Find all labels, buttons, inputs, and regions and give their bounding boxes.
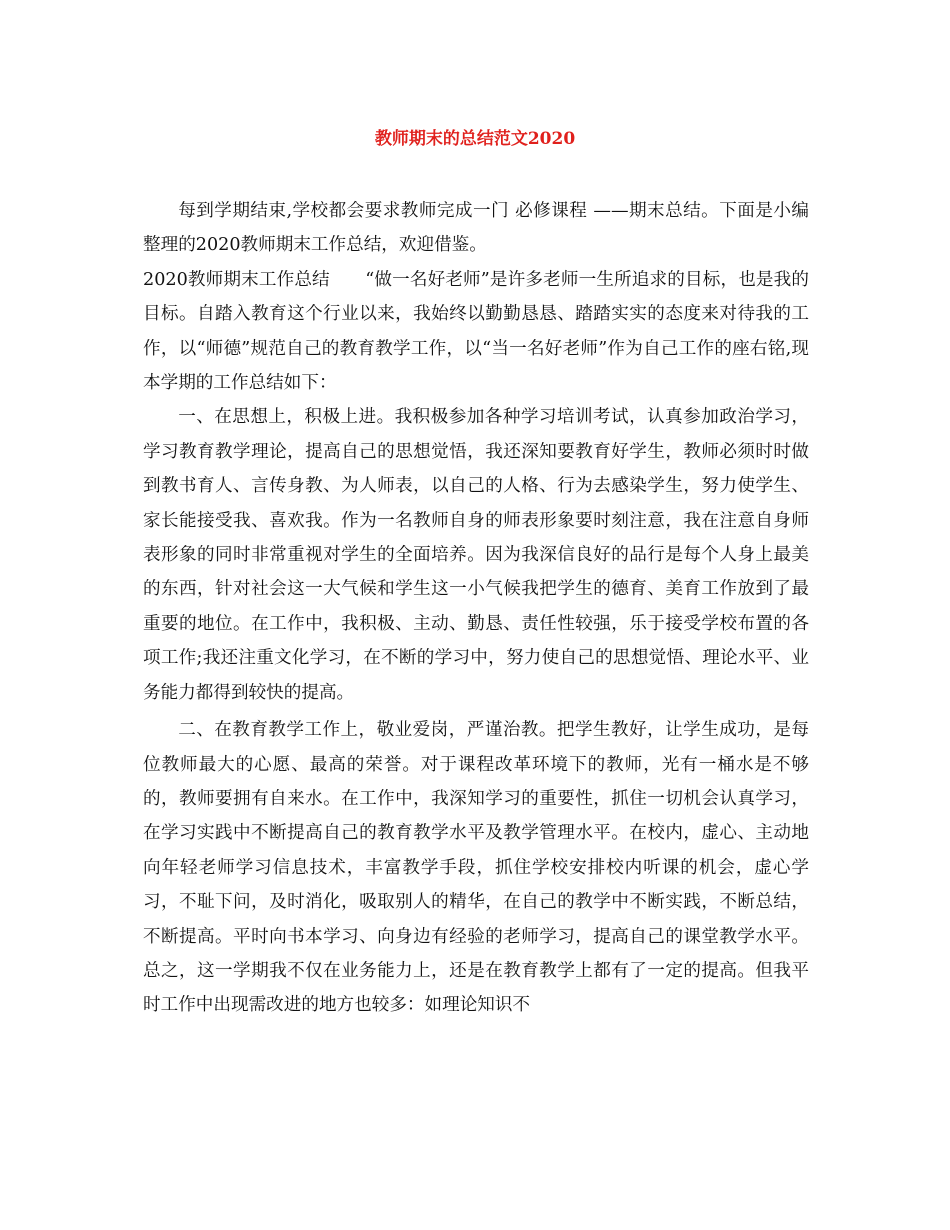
document-body	[143, 194, 809, 1023]
paragraph-intro: 每到学期结束,学校都会要求教师完成一门 必修课程 ——期末总结。下面是小编整理的2020教师期末工作总结，欢迎借鉴。	[143, 201, 809, 256]
paragraph-summary-heading: 2020教师期末工作总结 “做一名好老师”是许多老师一生所追求的目标，也是我的目标。自踏入教育这个行业以来，我始终以勤勤恳恳、踏踏实实的态度来对待我的工作，以“师德”规范自己的教育教学工作，以“当一名好老师”作为自己工作的座右铭,现本学期的工作总结如下：	[143, 269, 809, 394]
paragraph-section-two: 二、在教育教学工作上，敬业爱岗，严谨治教。把学生教好，让学生成功，是每位教师最大的心愿、最高的荣誉。对于课程改革环境下的教师，光有一桶水是不够的，教师要拥有自来水。在工作中，我深知学习的重要性，抓住一切机会认真学习，在学习实践中不断提高自己的教育教学水平及教学管理水平。在校内，虚心、主动地向年轻老师学习信息技术，丰富教学手段，抓住学校安排校内听课的机会，虚心学习，不耻下问，及时消化，吸取别人的精华，在自己的教学中不断实践，不断总结，不断提高。平时向书本学习、向身边有经验的老师学习，提高自己的课堂教学水平。总之，这一学期我不仅在业务能力上，还是在教育教学上都有了一定的提高。但我平时工作中出现需改进的地方也较多：如理论知识不	[143, 720, 809, 1016]
paragraph-section-one: 一、在思想上，积极上进。我积极参加各种学习培训考试，认真参加政治学习，学习教育教学理论，提高自己的思想觉悟，我还深知要教育好学生，教师必须时时做到教书育人、言传身教、为人师表，以自己的人格、行为去感染学生，努力使学生、家长能接受我、喜欢我。作为一名教师自身的师表形象要时刻注意，我在注意自身师表形象的同时非常重视对学生的全面培养。因为我深信良好的品行是每个人身上最美的东西，针对社会这一大气候和学生这一小气候我把学生的德育、美育工作放到了最重要的地位。在工作中，我积极、主动、勤恳、责任性较强，乐于接受学校布置的各项工作;我还注重文化学习，在不断的学习中，努力使自己的思想觉悟、理论水平、业务能力都得到较快的提高。	[143, 407, 809, 703]
document-title: 教师期末的总结范文2020	[374, 129, 576, 149]
